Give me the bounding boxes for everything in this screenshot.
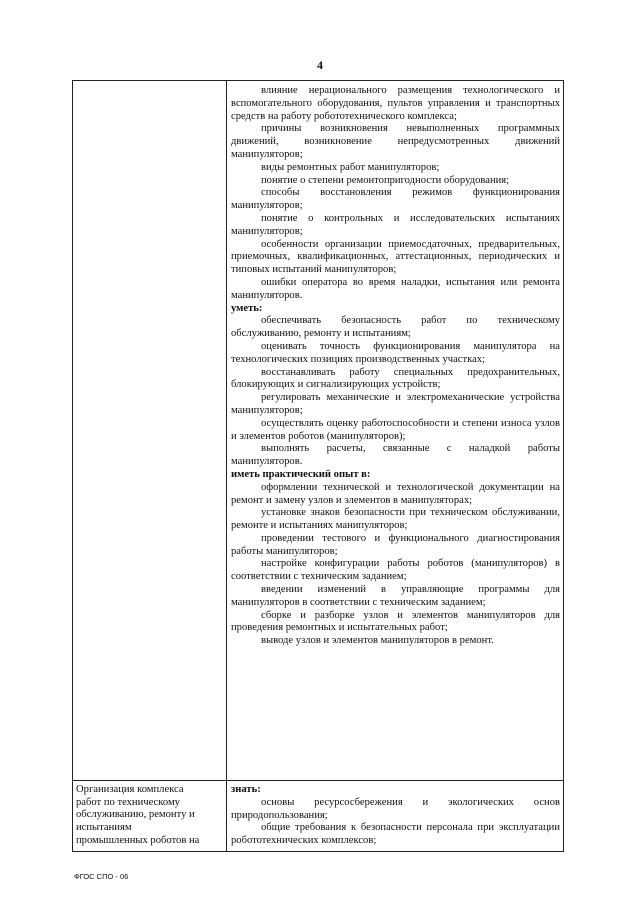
knowledge-item: особенности организации приемосдаточных, предварительных, приемочных, квалификационных, аттестационных, периодических и типовых испытаний манипуляторов; bbox=[231, 238, 560, 276]
skill-item: регулировать механические и электромеханические устройства манипуляторов; bbox=[231, 392, 560, 416]
skill-item: обеспечивать безопасность работ по техническому обслуживанию, ремонту и испытаниям; bbox=[231, 315, 560, 340]
skill-item: выполнять расчеты, связанные с наладкой работы манипуляторов. bbox=[231, 443, 560, 468]
competency-table bbox=[72, 80, 564, 852]
knowledge-item: общие требования к безопасности персонала при эксплуатации робототехнических комплексов; bbox=[231, 822, 560, 847]
experience-heading: иметь практический опыт в: bbox=[231, 468, 371, 480]
lower-requirements-cell bbox=[231, 784, 560, 848]
knowledge-item: основы ресурсосбережения и экологических основ природопользования; bbox=[231, 796, 560, 821]
skill-item: оценивать точность функционирования манипулятора на технологических позициях производственных участках; bbox=[231, 340, 560, 365]
skills-heading: уметь: bbox=[231, 302, 263, 314]
knowledge-item: ошибки оператора во время наладки, испытания или ремонта манипуляторов. bbox=[231, 276, 560, 301]
upper-requirements-cell bbox=[231, 85, 560, 648]
experience-item: введении изменений в управляющие программы для манипуляторов в соответствии с техническим заданием; bbox=[231, 584, 560, 608]
footer-standard-code: ФГОС СПО - 06 bbox=[74, 872, 129, 881]
activity-name-line: Организация комплекса bbox=[76, 784, 184, 795]
experience-item: настройке конфигурации работы роботов (манипуляторов) в соответствии с техническим заданием; bbox=[231, 558, 560, 583]
experience-item: оформлении технической и технологической документации на ремонт и замену узлов и элементов в манипуляторах; bbox=[231, 481, 560, 506]
activity-name-line: испытаниям bbox=[76, 822, 132, 834]
knowledge-item: понятие о контрольных и исследовательских испытаниях манипуляторов; bbox=[231, 212, 560, 237]
knowledge-item: виды ремонтных работ манипуляторов; bbox=[261, 161, 440, 173]
experience-item: проведении тестового и функционального диагностирования работы манипуляторов; bbox=[231, 532, 560, 557]
knowledge-item: влияние нерационального размещения технологического и вспомогательного оборудования, пультов управления и транспортных средств на работу робототехнического комплекса; bbox=[231, 85, 560, 122]
experience-item: выводе узлов и элементов манипуляторов в ремонт. bbox=[261, 635, 494, 647]
column-divider bbox=[226, 81, 227, 851]
skill-item: осуществлять оценку работоспособности и степени износа узлов и элементов роботов (манипуляторов); bbox=[231, 417, 560, 442]
knowledge-item: понятие о степени ремонтопригодности оборудования; bbox=[261, 174, 510, 186]
activity-name-cell bbox=[76, 784, 224, 848]
row-divider bbox=[73, 780, 563, 781]
experience-item: установке знаков безопасности при техническом обслуживании, ремонте и испытаниях манипуляторов; bbox=[231, 507, 560, 532]
activity-name-line: промышленных роботов на bbox=[76, 834, 200, 846]
skill-item: восстанавливать работу специальных предохранительных, блокирующих и сигнализирующих устройств; bbox=[231, 366, 560, 391]
experience-item: сборке и разборке узлов и элементов манипуляторов для проведения ремонтных и испытательных работ; bbox=[231, 609, 560, 634]
knowledge-item: причины возникновения невыполненных программных движений, возникновение непредусмотренных движений манипуляторов; bbox=[231, 123, 560, 160]
activity-name-line: обслуживанию, ремонту и bbox=[76, 809, 195, 821]
activity-name-line: работ по техническому bbox=[76, 796, 180, 808]
knowledge-heading: знать: bbox=[231, 784, 261, 795]
knowledge-item: способы восстановления режимов функционирования манипуляторов; bbox=[231, 187, 560, 212]
page-number: 4 bbox=[317, 58, 323, 72]
